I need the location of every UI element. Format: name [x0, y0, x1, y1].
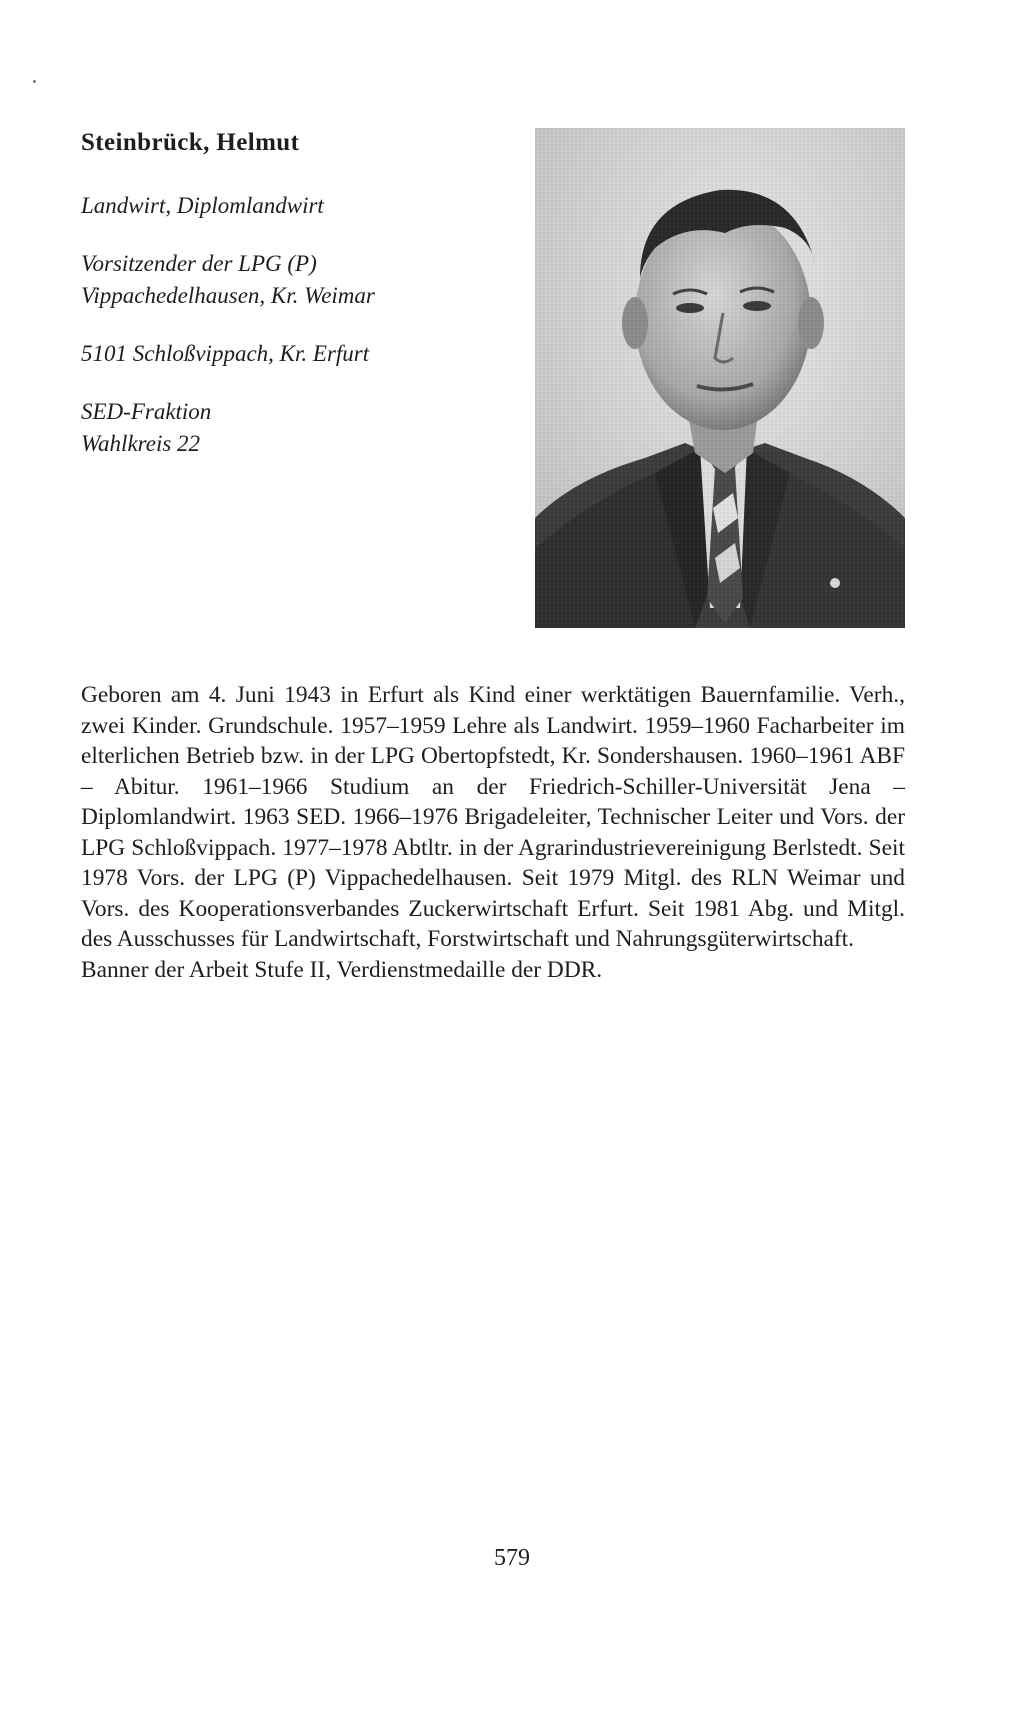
- constituency: Wahlkreis 22: [81, 431, 201, 456]
- biography-text: Geboren am 4. Juni 1943 in Erfurt als Kind einer werktätigen Bauernfamilie. Verh., zwei Kinder. Grundschule. 1957–1959 Lehre als Landwirt. 1959–1960 Facharbeiter im elterlichen Betrieb bzw. in der LPG Obertopfstedt, Kr. Sondershausen. 1960–1961 ABF – Abitur. 1961–1966 Studium an der Friedrich-Schiller-Universität Jena – Diplomlandwirt. 1963 SED. 1966–1976 Brigadeleiter, Technischer Leiter und Vors. der LPG Schloßvippach. 1977–1978 Abtltr. in der Agrarindustrievereinigung Berlstedt. Seit 1978 Vors. der LPG (P) Vippachedelhausen. Seit 1979 Mitgl. des RLN Weimar und Vors. des Kooperationsverbandes Zuckerwirtschaft Erfurt. Seit 1981 Abg. und Mitgl. des Ausschusses für Landwirtschaft, Forstwirtschaft und Nahrungsgüterwirtschaft.: [81, 682, 905, 952]
- position-line-1: Vorsitzender der LPG (P): [81, 251, 317, 276]
- address: 5101 Schloßvippach, Kr. Erfurt: [81, 341, 370, 366]
- portrait-photo-icon: [535, 128, 905, 628]
- portrait-photo: [535, 128, 905, 628]
- entry-header: [81, 128, 521, 486]
- profession: Landwirt, Diplomlandwirt: [81, 193, 324, 218]
- page-number: 579: [494, 1545, 530, 1571]
- position: [81, 248, 521, 312]
- position-line-2: Vippachedelhausen, Kr. Weimar: [81, 283, 375, 308]
- awards-text: Banner der Arbeit Stufe II, Verdienstmedaille der DDR.: [81, 956, 603, 983]
- person-name: Steinbrück, Helmut: [81, 129, 300, 156]
- faction: SED-Fraktion: [81, 399, 212, 424]
- biography: [81, 680, 905, 985]
- affiliation: [81, 396, 521, 460]
- scan-speck: [33, 80, 36, 83]
